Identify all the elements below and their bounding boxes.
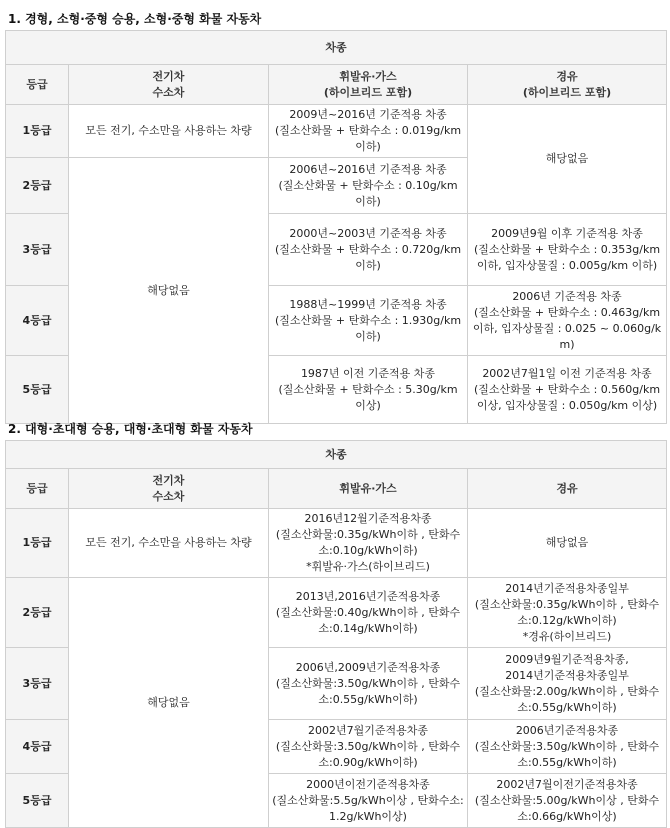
grade-label: 2등급 (6, 578, 69, 648)
table-row (6, 105, 667, 158)
grade-column-header: 등급 (6, 469, 69, 509)
gasoline-cell: 2009년~2016년 기준적용 차종 (질소산화물 + 탄화수소 : 0.019g/km 이하) (269, 105, 468, 158)
diesel-column-header: 경유 (하이브리드 포함) (468, 65, 667, 105)
gasoline-cell: 2006년~2016년 기준적용 차종 (질소산화물 + 탄화수소 : 0.10g/km 이하) (269, 158, 468, 214)
gasoline-cell: 2016년12월기준적용차종 (질소산화물:0.35g/kWh이하 , 탄화수소:0.10g/kWh이하) *휘발유·가스(하이브리드) (269, 509, 468, 578)
diesel-cell: 2009년9월기준적용차종, 2014년기준적용차종일부 (질소산화물:2.00g/kWh이하 , 탄화수소:0.55g/kWh이하) (468, 648, 667, 720)
gasoline-cell: 2013년,2016년기준적용차종 (질소산화물:0.40g/kWh이하 , 탄화수소:0.14g/kWh이하) (269, 578, 468, 648)
grade-label: 3등급 (6, 214, 69, 286)
diesel-cell: 해당없음 (468, 509, 667, 578)
diesel-cell: 해당없음 (468, 105, 667, 214)
gasoline-column-header: 휘발유·가스 (하이브리드 포함) (269, 65, 468, 105)
table-row (6, 578, 667, 648)
ev-cell: 모든 전기, 수소만을 사용하는 차량 (69, 509, 269, 578)
diesel-cell: 2006년기준적용차종 (질소산화물:3.50g/kWh이하 , 탄화수소:0.55g/kWh이하) (468, 720, 667, 774)
grade-label: 4등급 (6, 720, 69, 774)
gasoline-column-header: 휘발유·가스 (269, 469, 468, 509)
grade-label: 3등급 (6, 648, 69, 720)
grade-column-header: 등급 (6, 65, 69, 105)
table-large-vehicles (5, 440, 667, 828)
grade-label: 5등급 (6, 356, 69, 424)
ev-cell: 해당없음 (69, 158, 269, 424)
grade-label: 1등급 (6, 105, 69, 158)
diesel-cell: 2002년7월1일 이전 기준적용 차종 (질소산화물 + 탄화수소 : 0.560g/km 이상, 입자상물질 : 0.050g/km 이상) (468, 356, 667, 424)
ev-column-header: 전기차 수소차 (69, 469, 269, 509)
diesel-column-header: 경유 (468, 469, 667, 509)
section-1-title: 1. 경형, 소형·중형 승용, 소형·중형 화물 자동차 (8, 12, 262, 26)
vehicle-type-header: 차종 (6, 31, 667, 65)
grade-label: 5등급 (6, 774, 69, 828)
gasoline-cell: 2002년7월기준적용차종 (질소산화물:3.50g/kWh이하 , 탄화수소:0.90g/kWh이하) (269, 720, 468, 774)
vehicle-type-header: 차종 (6, 441, 667, 469)
section-2-title: 2. 대형·초대형 승용, 대형·초대형 화물 자동차 (8, 422, 253, 436)
gasoline-cell: 2000년이전기준적용차종 (질소산화물:5.5g/kWh이상 , 탄화수소:1.2g/kWh이상) (269, 774, 468, 828)
gasoline-cell: 2006년,2009년기준적용차종 (질소산화물:3.50g/kWh이하 , 탄화수소:0.55g/kWh이하) (269, 648, 468, 720)
diesel-cell: 2002년7월이전기준적용차종 (질소산화물:5.00g/kWh이상 , 탄화수소:0.66g/kWh이상) (468, 774, 667, 828)
gasoline-cell: 1988년~1999년 기준적용 차종 (질소산화물 + 탄화수소 : 1.930g/km 이하) (269, 286, 468, 356)
diesel-cell: 2009년9월 이후 기준적용 차종 (질소산화물 + 탄화수소 : 0.353g/km 이하, 입자상물질 : 0.005g/km 이하) (468, 214, 667, 286)
grade-label: 2등급 (6, 158, 69, 214)
ev-cell: 해당없음 (69, 578, 269, 828)
gasoline-cell: 2000년~2003년 기준적용 차종 (질소산화물 + 탄화수소 : 0.720g/km 이하) (269, 214, 468, 286)
diesel-cell: 2014년기준적용차종일부 (질소산화물:0.35g/kWh이하 , 탄화수소:0.12g/kWh이하) *경유(하이브리드) (468, 578, 667, 648)
gasoline-cell: 1987년 이전 기준적용 차종 (질소산화물 + 탄화수소 : 5.30g/km 이상) (269, 356, 468, 424)
grade-label: 1등급 (6, 509, 69, 578)
table-row (6, 509, 667, 578)
table-small-medium-vehicles (5, 30, 667, 424)
ev-cell: 모든 전기, 수소만을 사용하는 차량 (69, 105, 269, 158)
diesel-cell: 2006년 기준적용 차종 (질소산화물 + 탄화수소 : 0.463g/km 이하, 입자상물질 : 0.025 ~ 0.060g/km) (468, 286, 667, 356)
grade-label: 4등급 (6, 286, 69, 356)
ev-column-header: 전기차 수소차 (69, 65, 269, 105)
